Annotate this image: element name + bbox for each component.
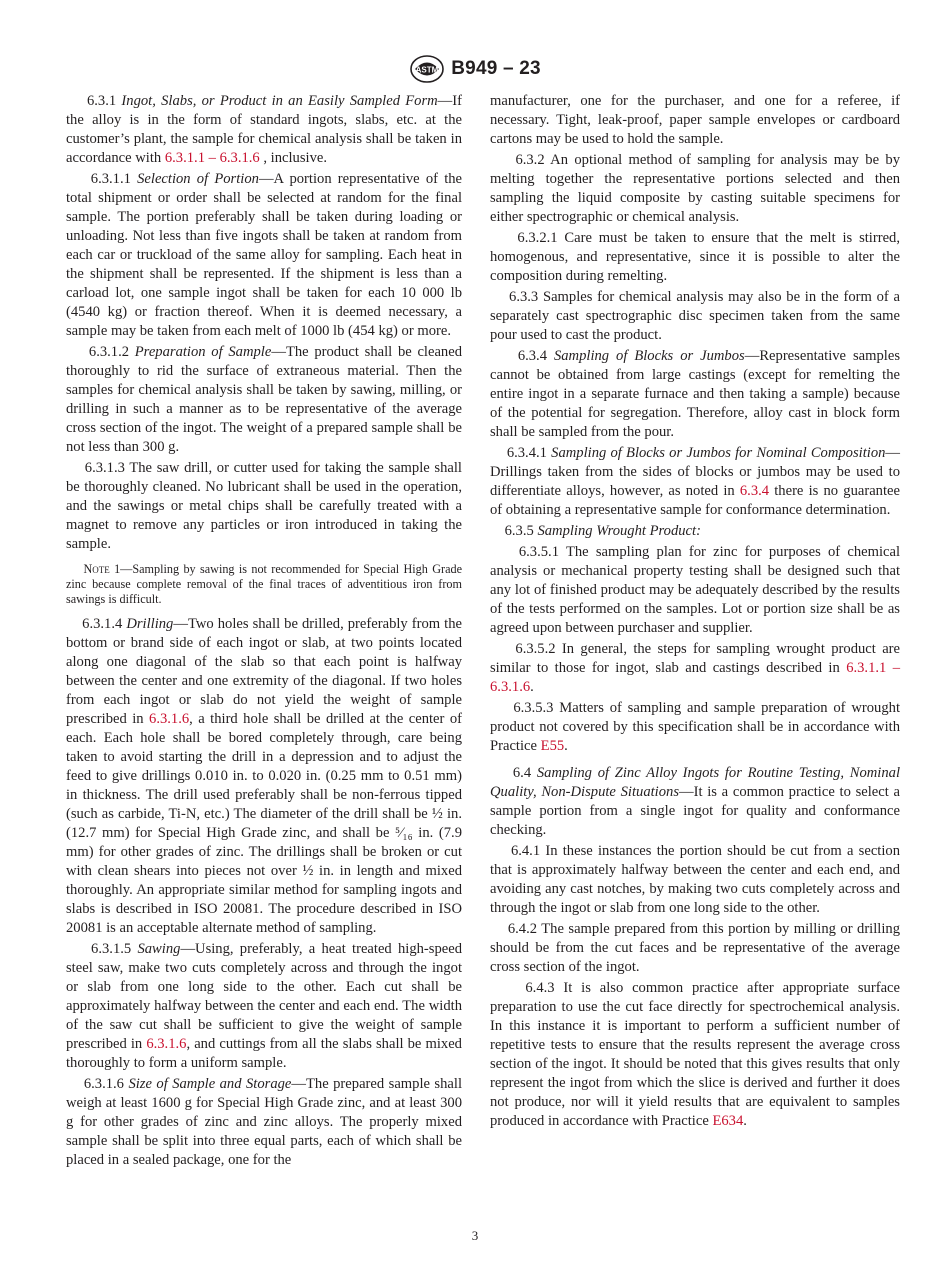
section-6-4: 6.4 Sampling of Zinc Alloy Ingots for Routine Testing, Nominal Quality, Non-Dispute Situations—It is a common practice to select a sample portion from a single ingot for quality and conformance checking.	[490, 765, 901, 838]
section-6-3-5-3: 6.3.5.3 Matters of sampling and sample preparation of wrought product not covered by this specification shall be in accordance with Practice E55.	[490, 700, 900, 754]
section-6-3-1-5: 6.3.1.5 Sawing—Using, preferably, a heat treated high-speed steel saw, make two cuts completely across and through the ingot or slab from one long side to the other. Each cut shall be approximately halfway between the center and each end. The width of the saw cut shall be sufficient to give the weight of sample prescribed in 6.3.1.6, and cuttings from all the slabs shall be mixed thoroughly to form a uniform sample.	[66, 941, 463, 1071]
logo-text: ASTM	[415, 65, 439, 75]
astm-logo-icon	[409, 54, 445, 84]
section-title: Sampling of Zinc Alloy Ingots for Routine Testing, Nominal Quality, Non-Dispute Situations	[490, 765, 901, 800]
section-6-3-4: 6.3.4 Sampling of Blocks or Jumbos—Representative samples cannot be obtained from large castings (except for remelting the entire ingot in a separate furnace and then taking a sample) because of the potential for segregation. Therefore, alloy cast in block form shall be sampled from the pour.	[490, 348, 900, 440]
section-6-3-1-6-continued: manufacturer, one for the purchaser, and one for a referee, if necessary. Tight, leak-proof, paper sample envelopes or cardboard cartons may be used to hold the sample.	[490, 93, 900, 147]
practice-e55-link[interactable]: E55	[540, 738, 565, 754]
practice-e634-link[interactable]: E634	[712, 1113, 744, 1129]
cross-reference-link[interactable]: 6.3.1.6	[146, 1036, 187, 1052]
cross-reference-link[interactable]: 6.3.1.6	[149, 711, 190, 727]
section-6-3-1-6: 6.3.1.6 Size of Sample and Storage—The prepared sample shall weigh at least 1600 g for Special High Grade zinc, and at least 300 g for other grades of zinc and zinc alloys. The properly mixed sample shall be split into three equal parts, each of which shall be placed in a sealed package, one for the	[66, 1076, 462, 1168]
section-6-4-1: 6.4.1 In these instances the portion should be cut from a section that is approximately halfway between the center and each end, and avoiding any cast notches, by making two cuts completely across and through the ingot or slab from one long side to the other.	[490, 843, 901, 916]
section-6-4-3: 6.4.3 It is also common practice after appropriate surface preparation to use the cut face directly for spectrochemical analysis. In this instance it is important to perform a sufficient number of repetitive tests to ensure that the results represent the average cross section of the ingot. It should be noted that this gives results that only represent the ingot from which the slice is derived and further it does not produce, nor will it yield results that are equivalent to samples produced in accordance with Practice E634.	[490, 980, 901, 1129]
page-number: 3	[471, 1228, 479, 1243]
document-designation: B949 – 23	[451, 58, 541, 79]
section-6-3-1: 6.3.1 Ingot, Slabs, or Product in an Easily Sampled Form—If the alloy is in the form of standard ingots, slabs, etc. at the customer’s plant, the sample for chemical analysis shall be taken in accordance with 6.3.1.1 – 6.3.1.6 , inclusive.	[66, 93, 462, 166]
section-6-4-2: 6.4.2 The sample prepared from this portion by milling or drilling should be from the cut faces and be representative of the average cross section of the ingot.	[490, 921, 900, 975]
section-title: Preparation of Sample	[134, 344, 272, 360]
section-title: Sampling of Blocks or Jumbos	[553, 348, 745, 364]
cross-reference-link[interactable]: 6.3.1.1 – 6.3.1.6	[164, 150, 260, 166]
page-header	[0, 52, 950, 86]
section-6-3-5-1: 6.3.5.1 The sampling plan for zinc for purposes of chemical analysis or mechanical property testing shall be designed such that any lot of finished product may be adequately described by the results of the tests performed on the samples. Lot or portion size shall be as agreed upon between purchaser and supplier.	[490, 544, 901, 636]
section-title: Ingot, Slabs, or Product in an Easily Sampled Form	[121, 93, 438, 109]
section-6-3-2-1: 6.3.2.1 Care must be taken to ensure that the melt is stirred, homogenous, and representative, since it is possible to alter the composition during remelting.	[490, 230, 900, 284]
section-6-3-4-1: 6.3.4.1 Sampling of Blocks or Jumbos for Nominal Composition—Drillings taken from the sides of blocks or jumbos may be used to differentiate alloys, however, as noted in 6.3.4 there is no guarantee of obtaining a representative sample for conformance determination.	[490, 445, 901, 518]
section-6-3-3: 6.3.3 Samples for chemical analysis may also be in the form of a separately cast spectrographic disc specimen taken from the same pour used to cast the product.	[490, 289, 900, 343]
note-label: Note	[83, 562, 110, 576]
section-6-3-1-3: 6.3.1.3 The saw drill, or cutter used for taking the sample shall be thoroughly cleaned. No lubricant shall be used in the operation, and the sawings or metal chips shall be carefully treated with a magnet to remove any particles or iron introduced in taking the sample.	[66, 460, 462, 552]
right-column	[490, 92, 900, 1133]
section-title: Size of Sample and Storage	[128, 1076, 292, 1092]
section-6-3-5: 6.3.5 Sampling Wrought Product:	[504, 523, 701, 539]
section-6-3-1-4: 6.3.1.4 Drilling—Two holes shall be drilled, preferably from the bottom or brand side of each ingot or slab, at two points located along one diagonal of the slab so that each point is halfway between the center and one extremity of the diagonal. If two holes from each ingot or slab do not yield the weight of sample prescribed in 6.3.1.6, a third hole shall be drilled at the center of each. Each hole shall be bored completely through, care being taken to avoid starting the drill in a depression and to adjust the feed to give drillings 0.010 in. to 0.020 in. (0.25 mm to 0.51 mm) in thickness. The drill used preferably shall be non-ferrous tipped (such as carbide, Ti-N, etc.) The diameter of the drill shall be ½ in. (12.7 mm) for Special High Grade zinc, and shall be ⁵⁄₁₆ in. (7.9 mm) for other grades of zinc. The drillings shall be broken or cut with clean shears into pieces not over ½ in. in length and mixed thoroughly. An appropriate similar method for sampling ingots and slabs is described in ISO 20081. The procedure described in ISO 20081 is an acceptable alternate method of sampling.	[66, 616, 462, 936]
section-title: Drilling	[126, 616, 174, 632]
cross-reference-link[interactable]: 6.3.4	[739, 483, 770, 499]
section-6-3-5-2: 6.3.5.2 In general, the steps for sampling wrought product are similar to those for ingot, slab and castings described in 6.3.1.1 – 6.3.1.6.	[490, 641, 901, 695]
section-6-3-1-2: 6.3.1.2 Preparation of Sample—The product shall be cleaned thoroughly to rid the surface of extraneous material. Then the samples for chemical analysis shall be taken by sawing, milling, or drilling in such a manner as to be representative of the average cross section of the ingot. The weight of a prepared sample shall be not less than 300 g.	[66, 344, 463, 455]
section-6-3-2: 6.3.2 An optional method of sampling for analysis may be by melting together the representative portions selected and then sampling the liquid composite by casting suitable specimens for either spectrographic or chemical analysis.	[490, 152, 901, 225]
section-title: Sampling Wrought Product:	[537, 523, 701, 539]
section-title: Selection of Portion	[137, 171, 259, 187]
section-6-3-1-1: 6.3.1.1 Selection of Portion—A portion representative of the total shipment or order shall be selected at random for the final sample. The portion preferably shall be taken during loading or unloading. Not less than five ingots shall be taken at random from each car or truckload of the same alloy for sampling. Each heat in the shipment shall be represented. If the shipment is less than a carload lot, one sample ingot shall be taken for each 10 000 lb (4540 kg) or fraction thereof. When it is deemed necessary, a sample may be taken from each melt of 1000 lb (454 kg) or more.	[66, 171, 463, 339]
cross-reference-link[interactable]: 6.3.1.1 – 6.3.1.6	[490, 660, 901, 695]
left-column	[66, 92, 462, 1172]
section-title: Sawing	[137, 941, 181, 957]
section-title: Sampling of Blocks or Jumbos for Nominal Composition	[551, 445, 886, 461]
note-1: Note 1—Sampling by sawing is not recommended for Special High Grade zinc because complete removal of the final traces of adventitious iron from sawings is difficult.	[66, 562, 462, 606]
